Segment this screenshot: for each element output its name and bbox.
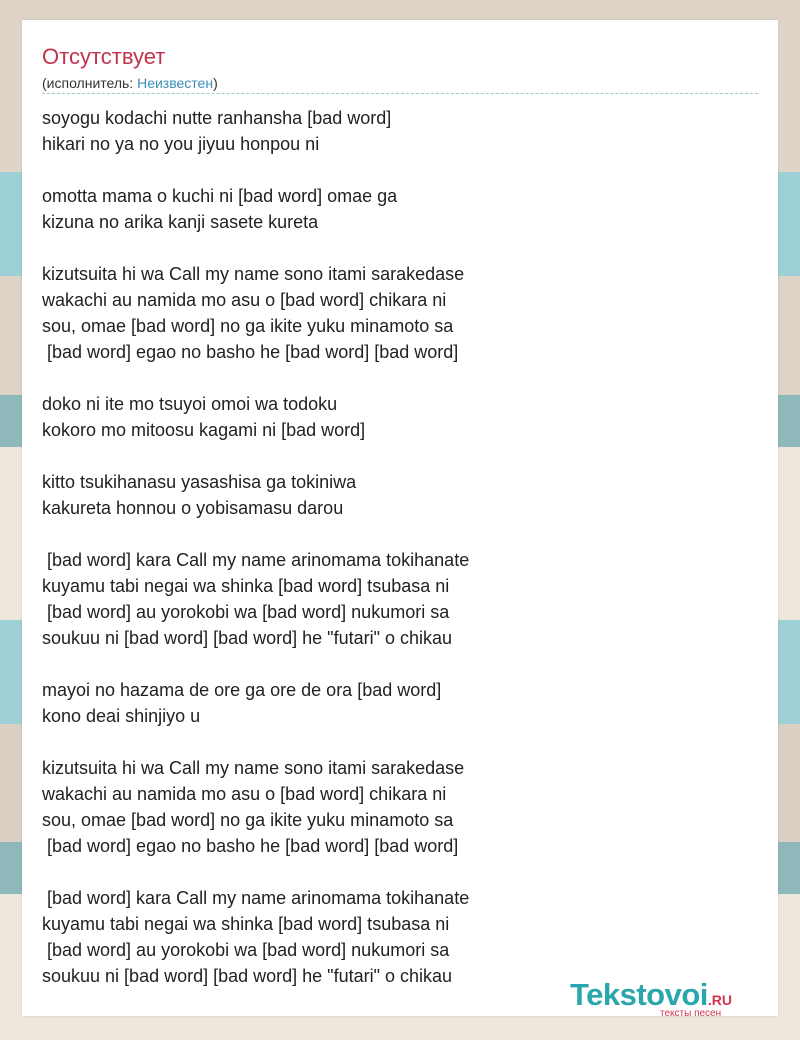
logo-tld: .RU (707, 992, 733, 1008)
lyric-line: kono deai shinjiyo u (42, 706, 201, 726)
logo-brand: Tekstovoi (570, 977, 708, 1012)
lyric-line (42, 859, 762, 885)
lyric-line: [bad word] kara Call my name arinomama tokihanate (42, 550, 470, 570)
lyric-line (42, 365, 762, 391)
lyric-line (42, 521, 762, 547)
lyric-line: kizutsuita hi wa Call my name sono itami sarakedase (42, 758, 465, 778)
lyric-line: sou, omae [bad word] no ga ikite yuku minamoto sa (42, 810, 454, 830)
lyric-line: wakachi au namida mo asu o [bad word] chikara ni (42, 290, 447, 310)
lyric-line (42, 729, 762, 755)
lyric-line: kizuna no arika kanji sasete kureta (42, 212, 319, 232)
lyric-line: [bad word] egao no basho he [bad word] [bad word] (42, 836, 459, 856)
lyric-line: kuyamu tabi negai wa shinka [bad word] tsubasa ni (42, 914, 450, 934)
lyrics-card (22, 20, 778, 1016)
performer-prefix: (исполнитель: (42, 75, 138, 91)
site-logo[interactable] (570, 978, 780, 1022)
lyric-line: sou, omae [bad word] no ga ikite yuku minamoto sa (42, 316, 454, 336)
performer-suffix: ) (213, 75, 218, 91)
lyric-line: [bad word] egao no basho he [bad word] [bad word] (42, 342, 459, 362)
lyric-line (42, 157, 762, 183)
lyric-line: wakachi au namida mo asu o [bad word] chikara ni (42, 784, 447, 804)
lyric-line: soyogu kodachi nutte ranhansha [bad word] (42, 108, 392, 128)
lyric-line: kizutsuita hi wa Call my name sono itami sarakedase (42, 264, 465, 284)
lyric-line: hikari no ya no you jiyuu honpou ni (42, 134, 320, 154)
lyric-line: [bad word] au yorokobi wa [bad word] nukumori sa (42, 940, 450, 960)
lyric-line (42, 235, 762, 261)
logo-slogan: тексты песен (660, 1008, 722, 1019)
lyric-line: kakureta honnou o yobisamasu darou (42, 498, 344, 518)
lyric-line (42, 443, 762, 469)
lyric-line: [bad word] kara Call my name arinomama tokihanate (42, 888, 470, 908)
lyric-line: kokoro mo mitoosu kagami ni [bad word] (42, 420, 366, 440)
divider (42, 93, 758, 94)
performer-link[interactable]: Неизвестен (137, 75, 214, 91)
lyric-line: kitto tsukihanasu yasashisa ga tokiniwa (42, 472, 357, 492)
lyric-line: mayoi no hazama de ore ga ore de ora [bad word] (42, 680, 442, 700)
lyric-line: kuyamu tabi negai wa shinka [bad word] tsubasa ni (42, 576, 450, 596)
song-title: Отсутствует (42, 44, 166, 69)
lyrics-text (42, 105, 762, 989)
lyric-line: soukuu ni [bad word] [bad word] he "futari" o chikau (42, 966, 453, 986)
lyric-line: soukuu ni [bad word] [bad word] he "futari" o chikau (42, 628, 453, 648)
performer-line (42, 74, 218, 92)
lyric-line: omotta mama o kuchi ni [bad word] omae ga (42, 186, 398, 206)
lyric-line (42, 651, 762, 677)
lyric-line: [bad word] au yorokobi wa [bad word] nukumori sa (42, 602, 450, 622)
lyric-line: doko ni ite mo tsuyoi omoi wa todoku (42, 394, 338, 414)
